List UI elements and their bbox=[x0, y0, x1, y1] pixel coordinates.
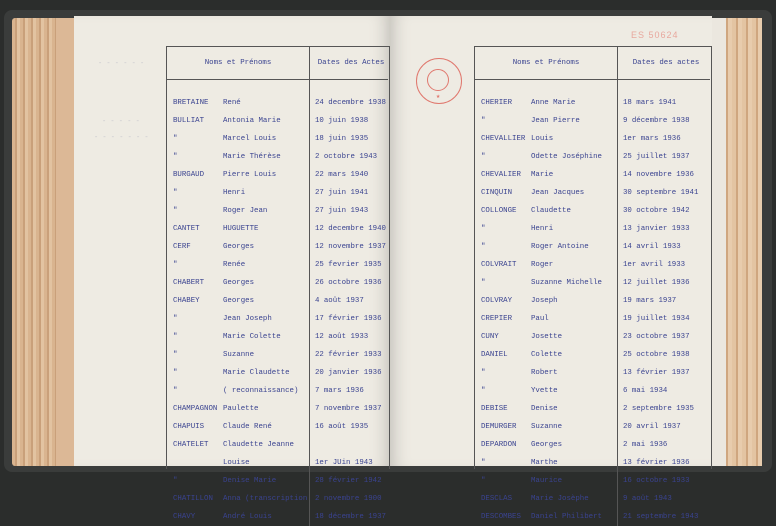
register-row bbox=[475, 166, 710, 184]
act-date: 6 mai 1934 bbox=[618, 382, 711, 400]
register-row bbox=[167, 436, 388, 454]
given-names: Roger Antoine bbox=[531, 243, 589, 251]
act-date: 19 juillet 1934 bbox=[618, 310, 711, 328]
surname: COLLONGE bbox=[481, 207, 517, 215]
surname: CREPIER bbox=[481, 315, 513, 323]
act-date: 12 juillet 1936 bbox=[618, 274, 711, 292]
act-date: 16 octobre 1933 bbox=[618, 472, 711, 490]
register-row bbox=[167, 400, 388, 418]
act-date: 20 avril 1937 bbox=[618, 418, 711, 436]
register-row bbox=[167, 184, 388, 202]
left-page-stack bbox=[12, 18, 78, 466]
right-page-stack bbox=[712, 18, 762, 466]
act-date: 18 décembre 1937 bbox=[310, 508, 389, 526]
given-names: André Louis bbox=[223, 513, 272, 521]
given-names: Yvette bbox=[531, 387, 558, 395]
given-names: Antonia Marie bbox=[223, 117, 281, 125]
surname: " bbox=[173, 189, 178, 197]
given-names: Louise bbox=[223, 459, 250, 467]
surname: CHAMPAGNON bbox=[173, 405, 218, 413]
register-row bbox=[167, 418, 388, 436]
register-row bbox=[475, 220, 710, 238]
names-header: Noms et Prénoms bbox=[167, 47, 310, 80]
register-row bbox=[475, 508, 710, 526]
register-row bbox=[475, 202, 710, 220]
given-names: Odette Joséphine bbox=[531, 153, 602, 161]
surname: " bbox=[481, 477, 486, 485]
given-names: Robert bbox=[531, 369, 558, 377]
given-names: Paulette bbox=[223, 405, 259, 413]
given-names: René bbox=[223, 99, 241, 107]
surname: CHABEY bbox=[173, 297, 200, 305]
register-row bbox=[167, 310, 388, 328]
surname: " bbox=[173, 333, 178, 341]
reference-number: ES 50624 bbox=[631, 30, 679, 40]
surname: " bbox=[481, 459, 486, 467]
act-date: 9 décembre 1938 bbox=[618, 112, 711, 130]
surname: DANIEL bbox=[481, 351, 508, 359]
surname: DESCOMBES bbox=[481, 513, 521, 521]
given-names: Louis bbox=[531, 135, 554, 143]
given-names: Jean Joseph bbox=[223, 315, 272, 323]
surname: " bbox=[173, 153, 178, 161]
act-date: 13 janvier 1933 bbox=[618, 220, 711, 238]
surname: " bbox=[481, 153, 486, 161]
act-date: 1er mars 1936 bbox=[618, 130, 711, 148]
left-register-table bbox=[167, 47, 388, 526]
left-page: - - - - - - - - - - - - - - - - - - bbox=[74, 16, 390, 466]
act-date: 25 juillet 1937 bbox=[618, 148, 711, 166]
given-names: Anna (transcription bbox=[223, 495, 308, 503]
register-row bbox=[167, 292, 388, 310]
surname: CHAPUIS bbox=[173, 423, 205, 431]
register-row bbox=[475, 346, 710, 364]
act-date: 2 octobre 1943 bbox=[310, 148, 389, 166]
act-date: 30 septembre 1941 bbox=[618, 184, 711, 202]
given-names: Denise Marie bbox=[223, 477, 277, 485]
act-date: 26 octobre 1936 bbox=[310, 274, 389, 292]
register-row bbox=[167, 220, 388, 238]
register-row bbox=[167, 202, 388, 220]
given-names: Anne Marie bbox=[531, 99, 576, 107]
surname: " bbox=[481, 225, 486, 233]
register-row bbox=[475, 472, 710, 490]
given-names: Claudette bbox=[531, 207, 571, 215]
act-date: 27 juin 1941 bbox=[310, 184, 389, 202]
surname: DEPARDON bbox=[481, 441, 517, 449]
given-names: Suzanne bbox=[223, 351, 255, 359]
given-names: Renée bbox=[223, 261, 246, 269]
surname: BURGAUD bbox=[173, 171, 205, 179]
given-names: Roger Jean bbox=[223, 207, 268, 215]
register-row bbox=[475, 400, 710, 418]
register-row bbox=[475, 382, 710, 400]
surname: " bbox=[173, 369, 178, 377]
act-date: 9 août 1943 bbox=[618, 490, 711, 508]
register-row bbox=[167, 508, 388, 526]
register-row bbox=[475, 94, 710, 112]
given-names: Colette bbox=[531, 351, 563, 359]
surname: CHATELET bbox=[173, 441, 209, 449]
surname: " bbox=[173, 261, 178, 269]
act-date: 12 août 1933 bbox=[310, 328, 389, 346]
register-row bbox=[475, 238, 710, 256]
act-date: 17 février 1936 bbox=[310, 310, 389, 328]
act-date: 22 février 1933 bbox=[310, 346, 389, 364]
given-names: Josette bbox=[531, 333, 563, 341]
act-date: 24 decembre 1938 bbox=[310, 94, 389, 112]
given-names: Marie Thérèse bbox=[223, 153, 281, 161]
given-names: Georges bbox=[223, 243, 255, 251]
act-date: 2 septembre 1935 bbox=[618, 400, 711, 418]
register-row bbox=[167, 346, 388, 364]
act-date bbox=[310, 436, 389, 454]
dates-header: Dates des Actes bbox=[310, 47, 389, 80]
act-date: 1er JUin 1943 bbox=[310, 454, 389, 472]
surname: DEBISE bbox=[481, 405, 508, 413]
act-date: 10 juin 1938 bbox=[310, 112, 389, 130]
given-names: Maurice bbox=[531, 477, 563, 485]
surname: " bbox=[481, 243, 486, 251]
surname: CHABERT bbox=[173, 279, 205, 287]
register-row bbox=[475, 130, 710, 148]
given-names: HUGUETTE bbox=[223, 225, 259, 233]
given-names: Claude René bbox=[223, 423, 272, 431]
register-row bbox=[167, 490, 388, 508]
act-date: 2 novembre 1900 bbox=[310, 490, 389, 508]
given-names: Joseph bbox=[531, 297, 558, 305]
register-row bbox=[167, 148, 388, 166]
register-row bbox=[475, 490, 710, 508]
surname bbox=[167, 454, 223, 472]
given-names: Georges bbox=[223, 297, 255, 305]
surname: " bbox=[173, 387, 178, 395]
given-names: Georges bbox=[223, 279, 255, 287]
surname: CHAVY bbox=[173, 513, 196, 521]
given-names: Jean Jacques bbox=[531, 189, 585, 197]
act-date: 4 août 1937 bbox=[310, 292, 389, 310]
act-date: 7 novembre 1937 bbox=[310, 400, 389, 418]
act-date: 18 mars 1941 bbox=[618, 94, 711, 112]
given-names: Henri bbox=[223, 189, 246, 197]
given-names: Marie bbox=[531, 171, 554, 179]
given-names: Paul bbox=[531, 315, 549, 323]
register-row bbox=[475, 184, 710, 202]
surname: COLVRAIT bbox=[481, 261, 517, 269]
surname: CUNY bbox=[481, 333, 499, 341]
act-date: 13 février 1937 bbox=[618, 364, 711, 382]
surname: " bbox=[173, 135, 178, 143]
register-row bbox=[475, 436, 710, 454]
register-row bbox=[475, 256, 710, 274]
act-date: 14 avril 1933 bbox=[618, 238, 711, 256]
act-date: 25 octobre 1938 bbox=[618, 346, 711, 364]
given-names: Georges bbox=[531, 441, 563, 449]
register-row bbox=[475, 148, 710, 166]
surname: BRETAINE bbox=[173, 99, 209, 107]
surname: CHEVALIER bbox=[481, 171, 521, 179]
act-date: 18 juin 1935 bbox=[310, 130, 389, 148]
given-names: Roger bbox=[531, 261, 554, 269]
given-names: Suzanne Michelle bbox=[531, 279, 602, 287]
surname: CHEVALLIER bbox=[481, 135, 526, 143]
act-date: 13 février 1936 bbox=[618, 454, 711, 472]
act-date: 30 octobre 1942 bbox=[618, 202, 711, 220]
surname: " bbox=[481, 279, 486, 287]
act-date: 25 fevrier 1935 bbox=[310, 256, 389, 274]
surname: CERF bbox=[173, 243, 191, 251]
dates-header: Dates des actes bbox=[618, 47, 711, 80]
surname: CINQUIN bbox=[481, 189, 513, 197]
register-row bbox=[167, 238, 388, 256]
act-date: 22 mars 1940 bbox=[310, 166, 389, 184]
register-row bbox=[475, 112, 710, 130]
surname: " bbox=[173, 351, 178, 359]
surname: CHATILLON bbox=[173, 495, 213, 503]
official-seal-stamp: ★ bbox=[416, 58, 462, 104]
register-row bbox=[167, 328, 388, 346]
register-row bbox=[167, 364, 388, 382]
act-date: 1er avril 1933 bbox=[618, 256, 711, 274]
surname: " bbox=[173, 207, 178, 215]
given-names: Pierre Louis bbox=[223, 171, 277, 179]
act-date: 19 mars 1937 bbox=[618, 292, 711, 310]
given-names: Marie Colette bbox=[223, 333, 281, 341]
register-row bbox=[167, 256, 388, 274]
act-date: 12 novembre 1937 bbox=[310, 238, 389, 256]
given-names: Henri bbox=[531, 225, 554, 233]
surname: DESCLAS bbox=[481, 495, 513, 503]
given-names: Claudette Jeanne bbox=[223, 441, 294, 449]
register-row bbox=[167, 112, 388, 130]
act-date: 21 septembre 1943 bbox=[618, 508, 711, 526]
act-date: 14 novembre 1936 bbox=[618, 166, 711, 184]
act-date: 27 juin 1943 bbox=[310, 202, 389, 220]
register-row bbox=[167, 472, 388, 490]
act-date: 7 mars 1936 bbox=[310, 382, 389, 400]
surname: " bbox=[481, 387, 486, 395]
given-names: Marie Josèphe bbox=[531, 495, 589, 503]
surname: COLVRAY bbox=[481, 297, 513, 305]
names-header: Noms et Prénoms bbox=[475, 47, 618, 80]
given-names: Denise bbox=[531, 405, 558, 413]
surname: CHERIER bbox=[481, 99, 513, 107]
register-row bbox=[167, 94, 388, 112]
surname: " bbox=[481, 117, 486, 125]
surname: BULLIAT bbox=[173, 117, 205, 125]
given-names: ( reconnaissance) bbox=[223, 387, 299, 395]
act-date: 23 octobre 1937 bbox=[618, 328, 711, 346]
register-row bbox=[475, 364, 710, 382]
act-date: 28 février 1942 bbox=[310, 472, 389, 490]
surname: CANTET bbox=[173, 225, 200, 233]
surname: " bbox=[173, 315, 178, 323]
given-names: Daniel Philibert bbox=[531, 513, 602, 521]
register-row bbox=[167, 130, 388, 148]
register-row bbox=[167, 274, 388, 292]
surname: " bbox=[173, 477, 178, 485]
given-names: Jean Pierre bbox=[531, 117, 580, 125]
register-row bbox=[475, 328, 710, 346]
act-date: 16 août 1935 bbox=[310, 418, 389, 436]
register-row bbox=[475, 292, 710, 310]
register-row bbox=[167, 454, 388, 472]
given-names: Marthe bbox=[531, 459, 558, 467]
act-date: 20 janvier 1936 bbox=[310, 364, 389, 382]
register-row bbox=[475, 310, 710, 328]
right-register-table bbox=[475, 47, 710, 526]
register-row bbox=[167, 382, 388, 400]
register-row bbox=[475, 274, 710, 292]
surname: " bbox=[481, 369, 486, 377]
given-names: Marie Claudette bbox=[223, 369, 290, 377]
register-row bbox=[475, 454, 710, 472]
act-date: 2 mai 1936 bbox=[618, 436, 711, 454]
act-date: 12 decembre 1940 bbox=[310, 220, 389, 238]
register-row bbox=[167, 166, 388, 184]
given-names: Suzanne bbox=[531, 423, 563, 431]
surname: DEMURGER bbox=[481, 423, 517, 431]
register-row bbox=[475, 418, 710, 436]
given-names: Marcel Louis bbox=[223, 135, 277, 143]
